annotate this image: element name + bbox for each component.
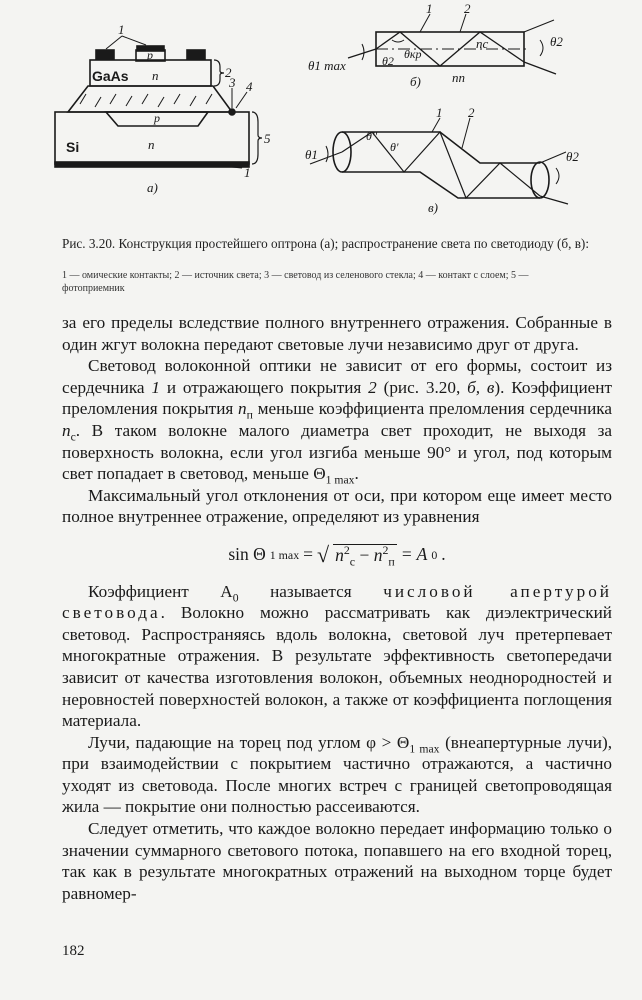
callout-v-1: 1: [436, 105, 443, 120]
label-theta-dprime: θ'': [366, 129, 378, 143]
label-theta-prime: θ': [390, 140, 399, 154]
panel-v-label: в): [428, 200, 438, 215]
paragraph-3: Максимальный угол отклонения от оси, при котором еще имеет место полное внутреннее отражение, определяют из уравнения: [62, 485, 612, 527]
callout-1: 1: [118, 22, 125, 37]
figure-legend: 1 — омические контакты; 2 — источник света; 3 — световод из селенового стекла; 4 — контакт с слоем; 5 — фотоприемник: [62, 270, 529, 294]
glass-hatch: [80, 94, 212, 107]
label-theta2-v: θ2: [566, 149, 579, 164]
fiber-bottom-edge: [342, 172, 540, 198]
label-theta1-v: θ1: [305, 147, 318, 162]
callout-v-2: 2: [468, 105, 475, 120]
ohmic-contact: [96, 50, 114, 59]
ohmic-contact: [187, 50, 205, 59]
label-nc: nc: [476, 36, 489, 51]
label-p-top: p: [147, 48, 153, 62]
paragraph-4: Коэффициент $A_0$ называется числовой апертурой световода. Волокно можно рассматривать как диэлектрический световод. Распространяясь вдоль волокна, световой луч претерпевает многократные отражения. В результате эффективность светопередачи зависит от качества изготовления волокон, объемных неоднородностей и неровностей поверхностей волокон, а также от коэффициента поглощения материала.: [62, 581, 612, 731]
contact-dot: [229, 109, 235, 115]
formula-numerical-aperture: sin Θ 1 max = √ $n^2_с - n^2_п$ = A 0 .: [228, 542, 446, 569]
panel-a-optocoupler: [55, 36, 262, 168]
panel-b-straight-fiber: [348, 14, 556, 74]
label-theta2-small: θ2: [382, 54, 394, 68]
panel-v-bent-fiber: [310, 118, 568, 204]
label-theta2-b: θ2: [550, 34, 563, 49]
paragraph-1: за его пределы вследствие полного внутреннего отражения. Собранные в один жгут волокна передают световые лучи независимо друг от друга.: [62, 313, 612, 354]
callout-2: 2: [225, 65, 232, 80]
callout-5: 5: [264, 131, 271, 146]
paragraph-5: Лучи, падающие на торец под углом $\varphi > \Theta_{1 max}$ (внеапертурные лучи), при взаимодействии с покрытием частично отражаются, а частично уходят из световода. После многих встреч с границей светопроводящая жила — покрытие они полностью рассеиваются.: [62, 732, 612, 817]
callout-b-2: 2: [464, 1, 471, 16]
figure-caption: Рис. 3.20. Конструкция простейшего оптрона (а); распространение света по светодиоду (б, в):: [62, 236, 589, 251]
callout-3: 3: [229, 75, 236, 90]
bottom-contact: [55, 162, 249, 167]
callout-1b: 1: [244, 165, 251, 180]
paragraph-6: Следует отметить, что каждое волокно передает информацию только о значении суммарного светового потока, попавшего на его входной торец, так как в результате многократных отражений на выходном торце будет равномер-: [62, 819, 612, 903]
callout-4: 4: [246, 79, 253, 94]
panel-b-label: б): [410, 74, 421, 89]
label-p-si: p: [154, 111, 160, 125]
figure-3-20: [0, 0, 642, 232]
glass-layer: [68, 86, 232, 112]
label-gaas: GaAs: [92, 68, 129, 84]
page-number: 182: [62, 943, 85, 959]
label-si: Si: [66, 139, 80, 155]
label-np: nп: [452, 70, 465, 85]
panel-a-label: а): [147, 180, 158, 195]
fiber-exit-end: [531, 162, 549, 198]
label-n-gaas: n: [152, 68, 159, 83]
body-text: [62, 312, 612, 904]
label-theta-kr: θкр: [404, 47, 422, 61]
callout-b-1: 1: [426, 1, 433, 16]
label-n-si: n: [148, 137, 155, 152]
paragraph-2: Световод волоконной оптики не зависит от его формы, состоит из сердечника 1 и отражающего покрытия 2 (рис. 3.20, б, в). Коэффициент преломления покрытия $n_п$ меньше коэффициента преломления сердечника $n_с$. В таком волокне малого диаметра свет проходит, не выходя за поверхность волокна, если угол изгиба меньше 90° и угол, под которым свет попадает в световод, меньше $\Theta_{1 max}$.: [62, 356, 613, 487]
label-theta1max: θ1 max: [308, 58, 346, 73]
